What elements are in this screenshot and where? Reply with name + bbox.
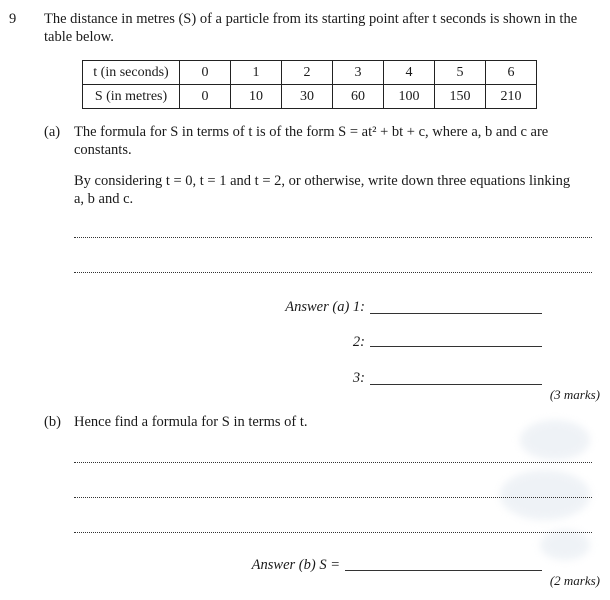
part-a-line-3: By considering t = 0, t = 1 and t = 2, or otherwise, write down three equations linking: [74, 173, 571, 189]
part-a-line-4: a, b and c.: [74, 191, 134, 207]
table-cell: 6: [486, 61, 537, 85]
answer-a2-label: 2:: [352, 334, 365, 350]
table-cell: 60: [333, 85, 384, 109]
page-smudge: [540, 530, 590, 560]
working-line[interactable]: [74, 272, 592, 273]
part-b-label: (b): [44, 414, 61, 430]
page-smudge: [500, 470, 590, 520]
question-number: 9: [9, 11, 17, 27]
table-cell: 1: [231, 61, 282, 85]
answer-a-label: Answer (a) 1:: [285, 299, 365, 315]
table-cell: 2: [282, 61, 333, 85]
table-cell: 10: [231, 85, 282, 109]
table-cell: 5: [435, 61, 486, 85]
working-line[interactable]: [74, 532, 592, 533]
data-table: [82, 60, 537, 109]
stem-line-2: table below.: [44, 29, 114, 45]
table-cell: 0: [180, 61, 231, 85]
answer-b-label: Answer (b) S =: [251, 557, 340, 573]
working-line[interactable]: [74, 237, 592, 238]
table-row-t: [83, 61, 537, 85]
table-cell: 0: [180, 85, 231, 109]
working-line[interactable]: [74, 497, 592, 498]
part-a-line-1: The formula for S in terms of t is of the form S = at² + bt + c, where a, b and c are: [74, 124, 549, 140]
part-b-text: Hence find a formula for S in terms of t.: [74, 414, 308, 430]
table-cell: 210: [486, 85, 537, 109]
working-line[interactable]: [74, 462, 592, 463]
question-stem: [44, 10, 600, 46]
part-a-line-2: constants.: [74, 142, 132, 158]
part-b-marks: (2 marks): [549, 573, 600, 588]
table-row-s: [83, 85, 537, 109]
answer-a3-label: 3:: [352, 370, 365, 386]
part-a-instruction: [74, 172, 600, 208]
table-cell: 3: [333, 61, 384, 85]
part-a-text: [74, 123, 600, 159]
part-a-marks: (3 marks): [549, 387, 600, 402]
row-header-t: t (in seconds): [83, 61, 180, 85]
part-a-label: (a): [44, 124, 61, 140]
stem-line-1: The distance in metres (S) of a particle from its starting point after t seconds is shown in the: [44, 11, 578, 27]
table-cell: 4: [384, 61, 435, 85]
row-header-s: S (in metres): [83, 85, 180, 109]
table-cell: 30: [282, 85, 333, 109]
answer-b-field[interactable]: [345, 570, 542, 571]
table-cell: 100: [384, 85, 435, 109]
answer-a3-field[interactable]: [370, 384, 542, 385]
answer-a2-field[interactable]: [370, 346, 542, 347]
table-cell: 150: [435, 85, 486, 109]
answer-a1-field[interactable]: [370, 313, 542, 314]
